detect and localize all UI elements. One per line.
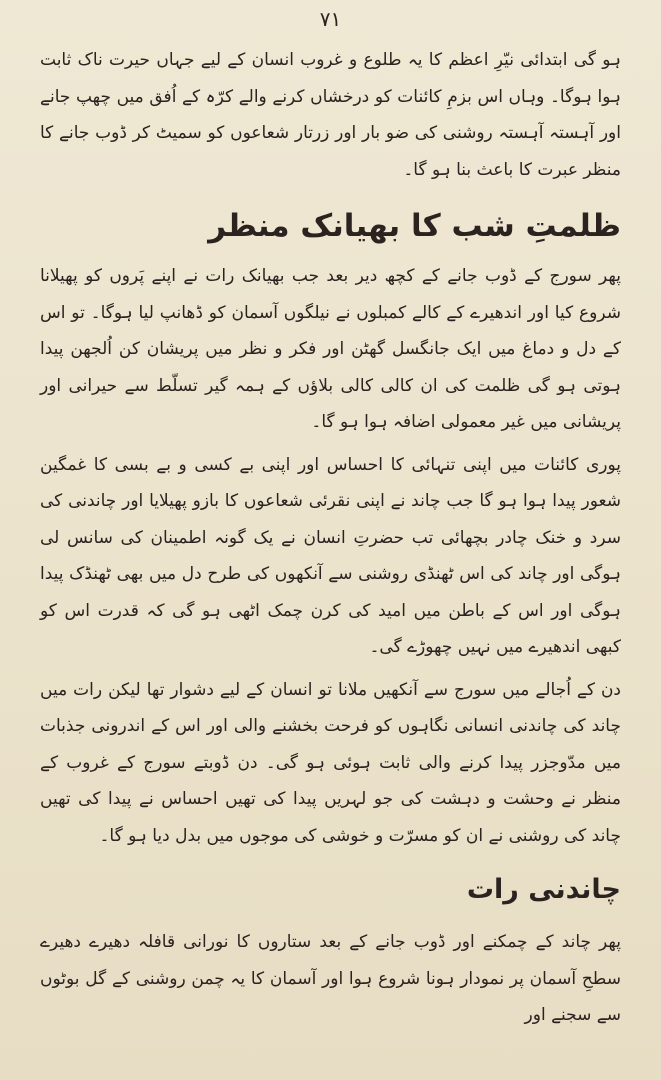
paragraph-sunset: ہو گی ابتدائی نیّرِ اعظم کا یہ طلوع و غروب انسان کے لیے جہاں حیرت ناک ثابت ہوا ہوگا۔ وہاں اس بزمِ کائنات کو درخشاں کرنے والے کرّہ کے اُفق میں چھپ جانے اور آہستہ آہستہ روشنی کی ضو بار اور زرتار شعاعوں کو سمیٹ کر ڈوب جانے کا منظر عبرت کا باعث بنا ہو گا۔ [40, 50, 621, 180]
paragraph-moonlight: دن کے اُجالے میں سورج سے آنکھیں ملانا تو انسان کے لیے دشوار تھا لیکن رات میں چاند کی چاندنی انسانی نگاہوں کو فرحت بخشنے والی اور اس کے اندرونی جذبات میں مدّوجزر پیدا کرنے والی ثابت ہوئی ہو گی۔ دن ڈوبتے سورج کے غروب کے منظر نے وحشت و دہشت کی جو لہریں پیدا کی تھیں احساس نے پیدا کی تھیں چاند کی روشنی نے ان کو مسرّت و خوشی کی موجوں میں بدل دیا ہو گا۔ [40, 679, 621, 846]
page-number: ۷۱ [319, 7, 342, 31]
paragraph-night: پھر سورج کے ڈوب جانے کے کچھ دیر بعد جب بھیانک رات نے اپنے پَروں کو پھیلانا شروع کیا اور اندھیرے کے کالے کمبلوں نے نیلگوں آسمان کو ڈھانپ لیا ہوگا۔ تو اس کے دل و دماغ میں ایک جانگسل گھٹن اور فکر و نظر میں پریشان کن اُلجھن پیدا ہوتی ہو گی ظلمت کی ان کالی کالی بلاؤں کے ہمہ گیر تسلّط سے حیرانی اور پریشانی میں غیر معمولی اضافہ ہوا ہو گا۔ [40, 266, 621, 432]
paragraph-moonrise: پوری کائنات میں اپنی تنہائی کا احساس اور اپنی بے کسی و بے بسی کا غمگین شعور پیدا ہوا ہو گا جب چاند نے اپنی نقرئی شعاعوں کا بازو پھیلایا اور چاندنی کی سرد و خنک چادر بچھائی تب حضرتِ انسان نے یک گونہ اطمینان کی سانس لی ہوگی اور چاند کی اس ٹھنڈی روشنی سے آنکھوں کی طرح دل میں بھی ٹھنڈک پیدا ہوگی اور اس کے باطن میں امید کی کرن چمک اٹھی ہو گی کہ قدرت اس کو کبھی اندھیرے میں نہیں چھوڑے گی۔ [40, 454, 621, 657]
heading-moonlit-night: چاندنی رات [466, 874, 621, 905]
paragraph-stars: پھر چاند کے چمکنے اور ڈوب جانے کے بعد ستاروں کا نورانی قافلہ دھیرے دھیرے سطحِ آسمان پر نمودار ہونا شروع ہوا اور آسمان کا یہ چمن روشنی کے گل بوٹوں سے سجنے اور [40, 932, 621, 1025]
heading-dark-night: ظلمتِ شب کا بھیانک منظر [208, 208, 621, 244]
